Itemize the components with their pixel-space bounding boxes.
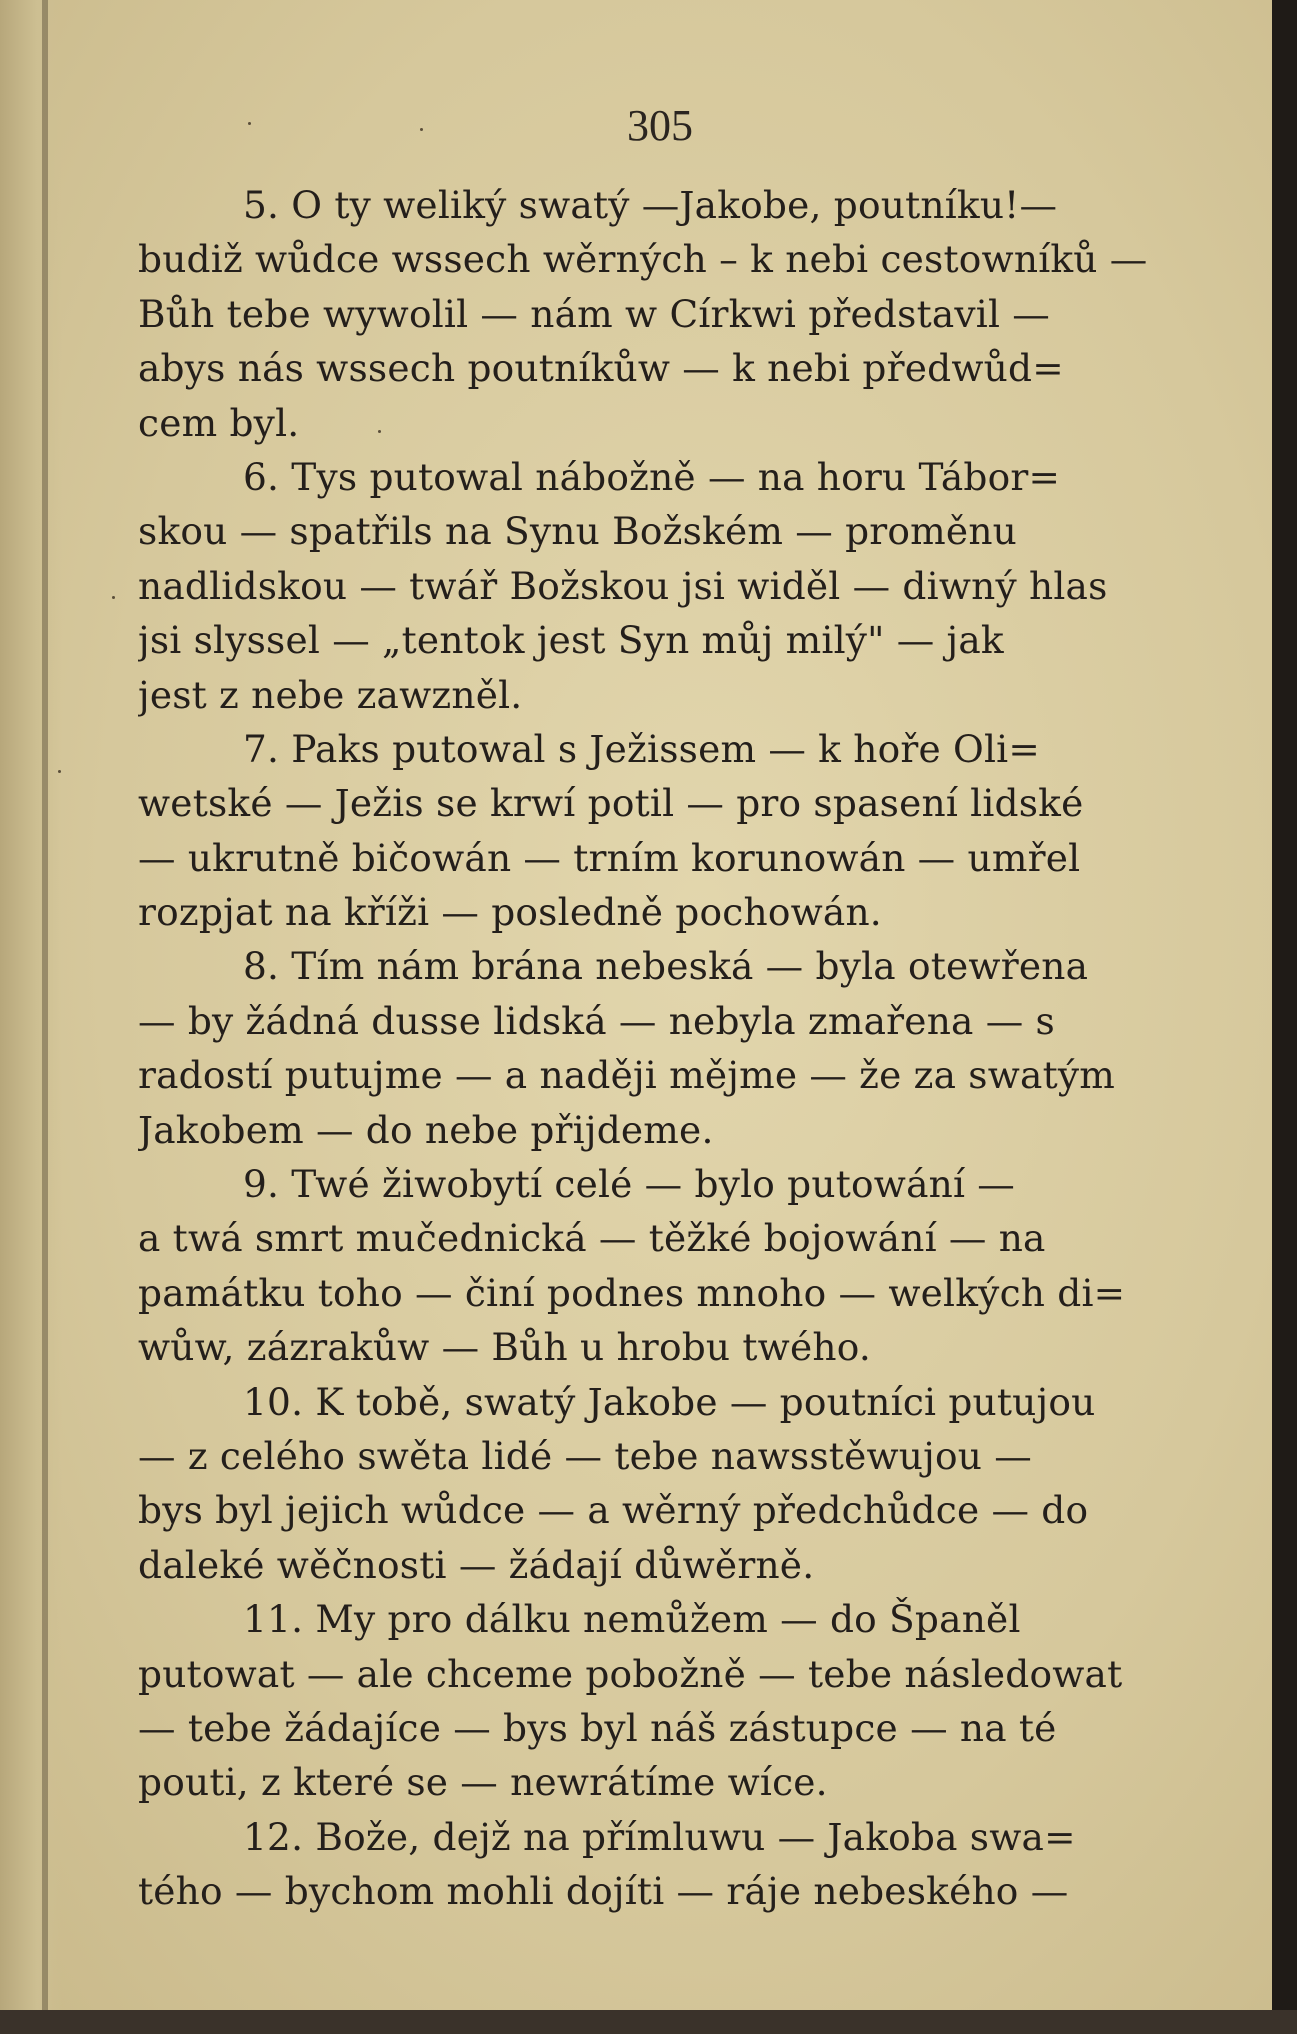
text-line: 6. Tys putowal nábožně — na horu Tábor= <box>243 454 1061 499</box>
text-line: wůw, zázrakůw — Bůh u hrobu twého. <box>138 1325 871 1370</box>
page-bottom-edge <box>0 2010 1297 2034</box>
text-line: a twá smrt mučednická — těžké bojowání — na <box>138 1216 1046 1261</box>
text-line: budiž wůdce wssech wěrných – k nebi cestowníků — <box>138 237 1148 282</box>
text-line: Jakobem — do nebe přijdeme. <box>138 1107 714 1152</box>
text-line: abys nás wssech poutníkůw — k nebi předwůd= <box>138 346 1064 391</box>
text-line: tého — bychom mohli dojíti — ráje nebeského — <box>138 1869 1069 1914</box>
text-line: památku toho — činí podnes mnoho — welkých di= <box>138 1270 1126 1315</box>
page-number: 305 <box>627 101 693 150</box>
text-line: wetské — Ježis se krwí potil — pro spasení lidské <box>138 781 1084 826</box>
print-speck <box>58 770 61 773</box>
text-line: skou — spatřils na Synu Božském — proměnu <box>138 509 1018 554</box>
page-gutter <box>0 0 62 2034</box>
text-line: radostí putujme — a naději mějme — že za swatým <box>138 1053 1116 1098</box>
text-line: 8. Tím nám brána nebeská — byla otewřena <box>243 944 1089 989</box>
text-line: pouti, z které se — newrátíme wíce. <box>138 1760 828 1805</box>
text-line: 7. Paks putowal s Ježissem — k hoře Oli= <box>243 726 1040 771</box>
text-line: jsi slyssel — „tentok jest Syn můj milý" — jak <box>138 618 1004 663</box>
text-line: 12. Bože, dejž na přímluwu — Jakoba swa= <box>243 1814 1076 1859</box>
print-speck <box>420 128 423 131</box>
text-line: daleké wěčnosti — žádají důwěrně. <box>138 1542 815 1587</box>
text-line: — z celého swěta lidé — tebe nawsstěwujou — <box>138 1433 1032 1478</box>
text-line: rozpjat na kříži — posledně pochowán. <box>138 890 882 935</box>
print-speck <box>248 122 251 125</box>
text-line: 9. Twé žiwobytí celé — bylo putowání — <box>243 1162 1016 1207</box>
hymn-text <box>138 178 1208 1919</box>
text-line: 5. O ty weliký swatý —Jakobe, poutníku!— <box>243 183 1058 227</box>
text-line: cem byl. <box>138 400 300 445</box>
page-right-edge <box>1272 0 1297 2034</box>
text-line: 10. K tobě, swatý Jakobe — poutníci putujou <box>243 1379 1096 1424</box>
print-speck <box>112 596 115 599</box>
text-line: — by žádná dusse lidská — nebyla zmařena — s <box>138 998 1055 1043</box>
text-line: — tebe žádajíce — bys byl náš zástupce — na té <box>138 1705 1057 1750</box>
text-line: Bůh tebe wywolil — nám w Církwi představil — <box>138 291 1050 336</box>
text-line: jest z nebe zawzněl. <box>138 672 523 717</box>
text-line: nadlidskou — twář Božskou jsi widěl — diwný hlas <box>138 563 1108 608</box>
text-line: 11. My pro dálku nemůžem — do Španěl <box>243 1597 1021 1642</box>
text-line: bys byl jejich wůdce — a wěrný předchůdce — do <box>138 1488 1089 1533</box>
text-line: putowat — ale chceme pobožně — tebe následowat <box>138 1651 1123 1696</box>
text-line: — ukrutně bičowán — trním korunowán — umřel <box>138 835 1081 880</box>
binding-shadow <box>42 0 48 2034</box>
